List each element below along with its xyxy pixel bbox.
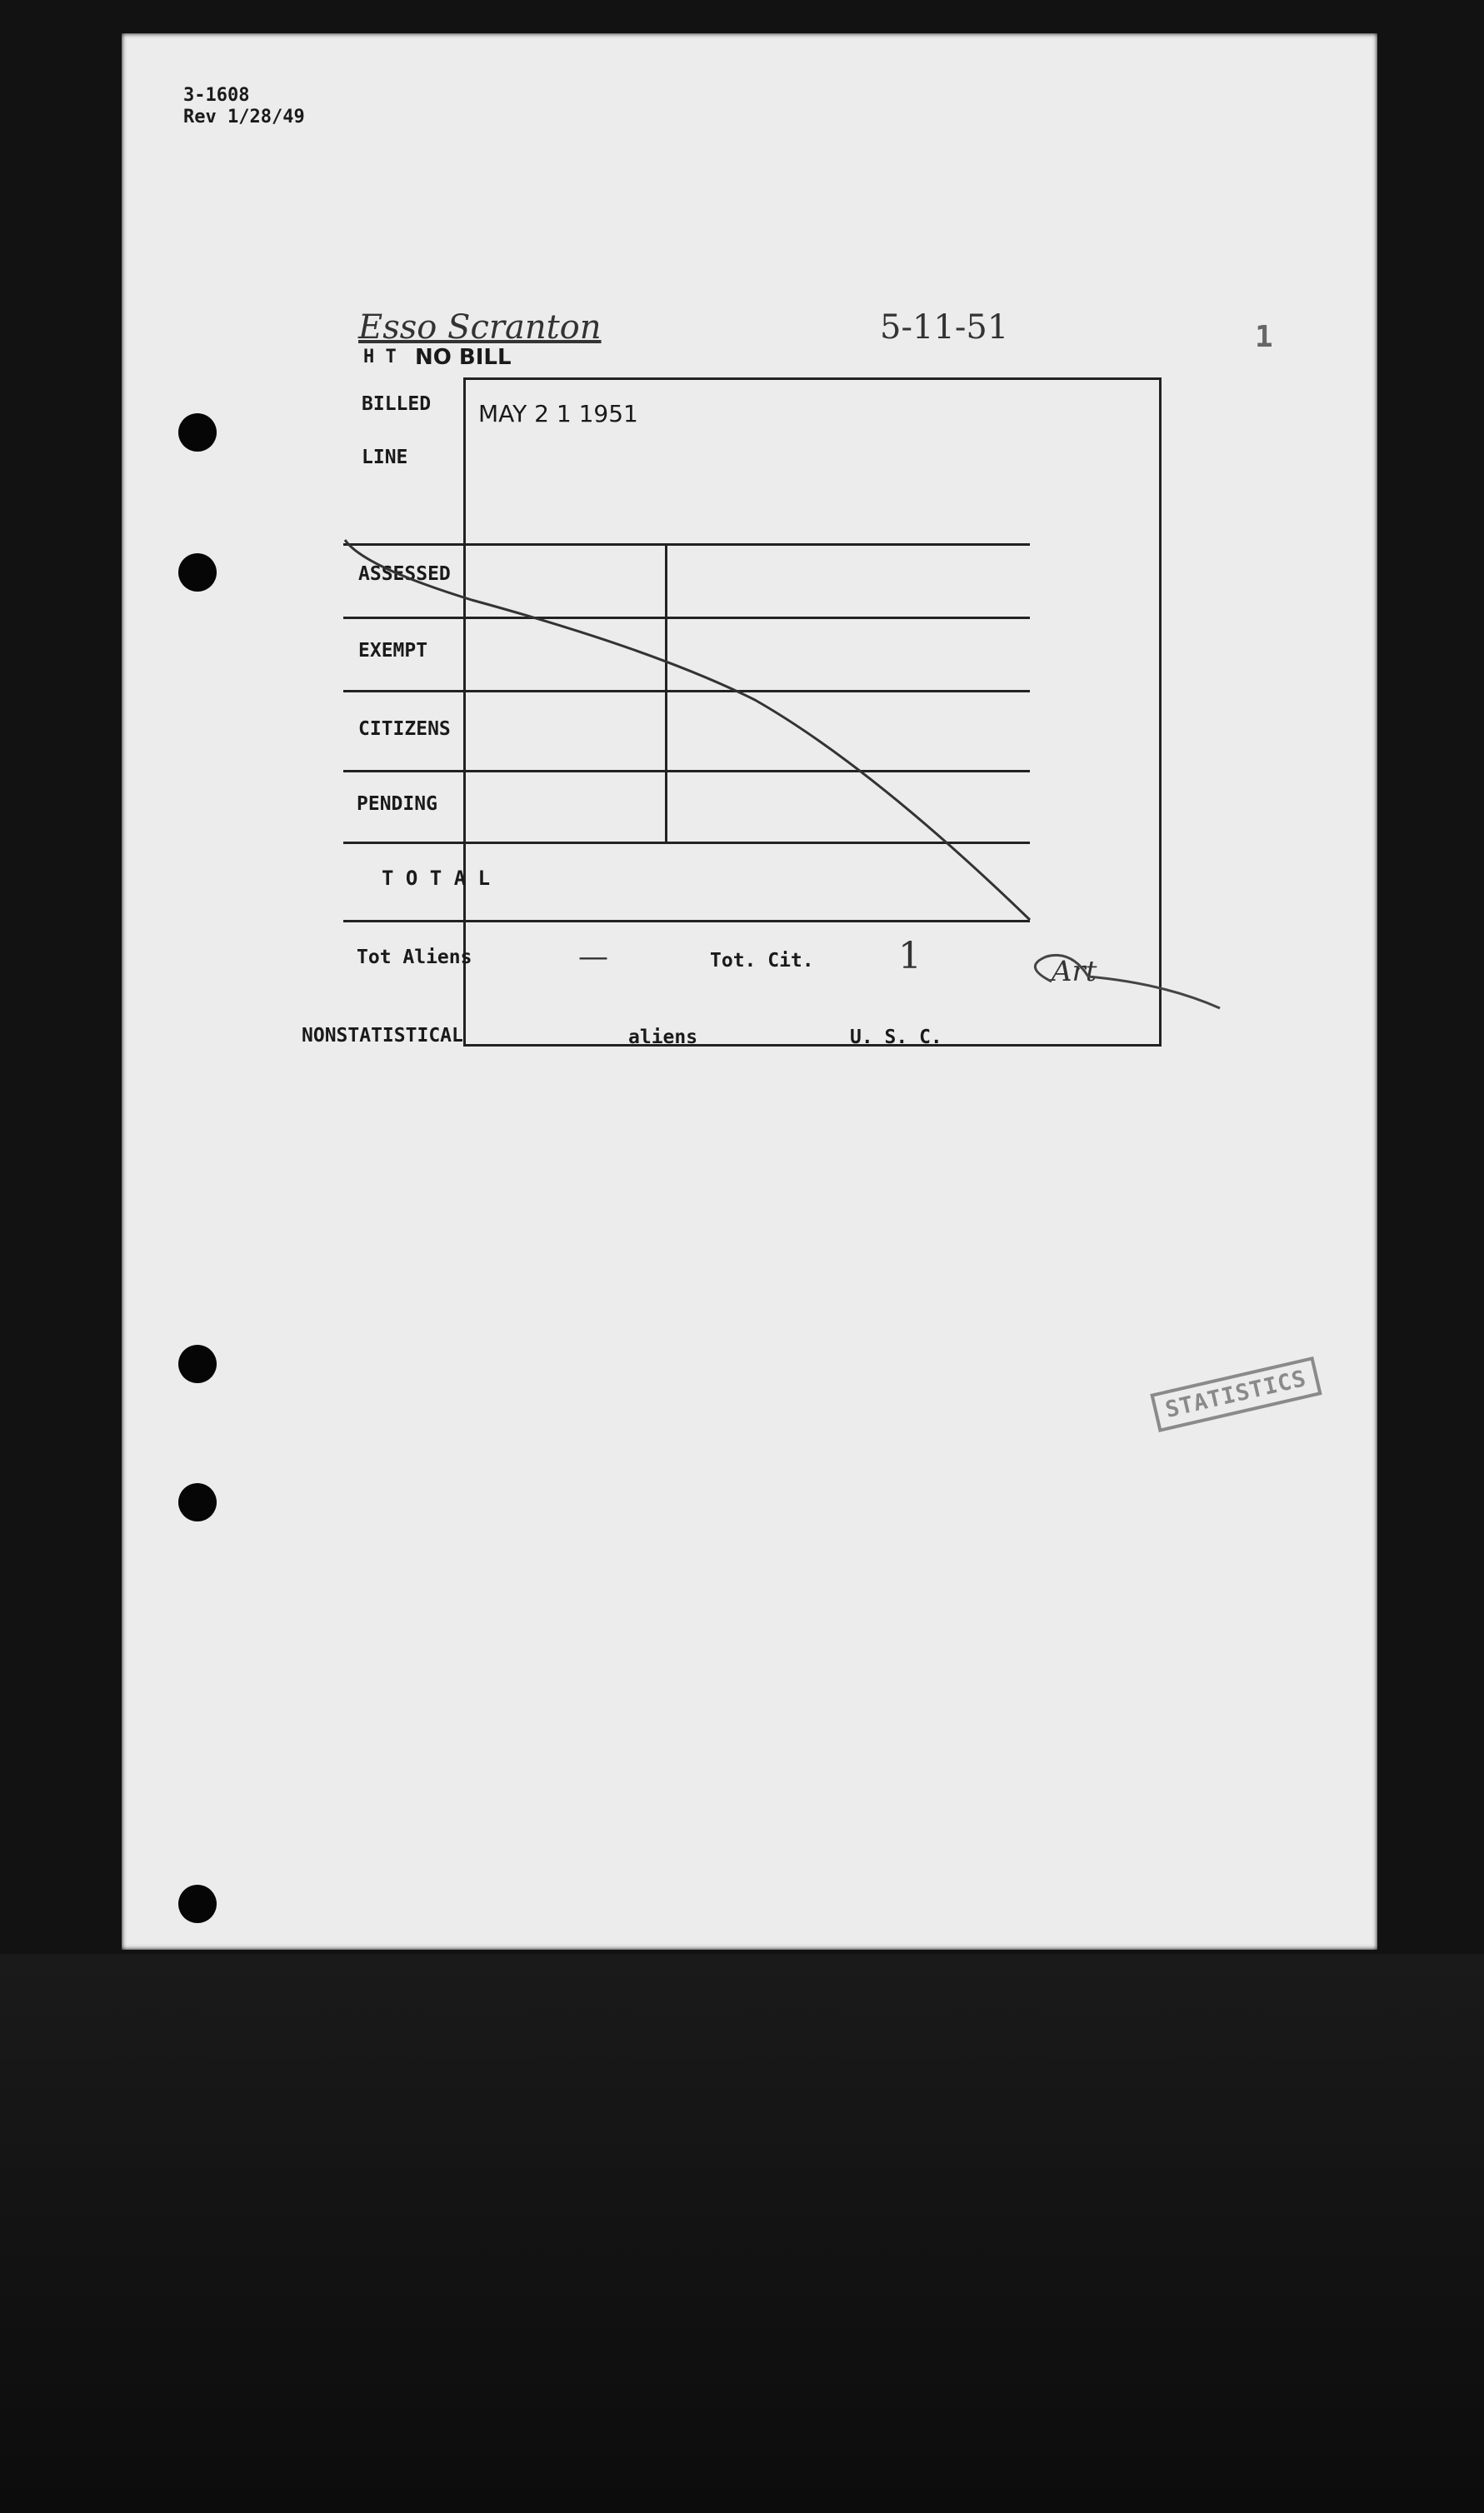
row-total: T O T A L bbox=[382, 867, 491, 890]
form-number: 3-1608 bbox=[183, 85, 250, 106]
no-bill-stamp: NO BILL bbox=[415, 345, 512, 370]
usc-label: U. S. C. bbox=[850, 1027, 942, 1048]
ht-label: H T bbox=[363, 347, 397, 367]
handwritten-port: Esso Scranton bbox=[358, 308, 602, 347]
billed-label: BILLED bbox=[362, 393, 432, 415]
billed-date-stamp: MAY 2 1 1951 bbox=[478, 400, 638, 427]
tot-aliens-value: — bbox=[578, 940, 608, 974]
tot-cit-label: Tot. Cit. bbox=[710, 950, 814, 972]
aliens-label: aliens bbox=[628, 1027, 698, 1048]
page-mark: 1 bbox=[1255, 320, 1273, 354]
tot-cit-value: 1 bbox=[898, 935, 922, 977]
signature-flourish bbox=[1035, 955, 1220, 1008]
initials: Art bbox=[1052, 955, 1097, 988]
statistics-stamp: STATISTICS bbox=[1150, 1356, 1322, 1432]
row-exempt: EXEMPT bbox=[358, 640, 428, 662]
form-revision: Rev 1/28/49 bbox=[183, 107, 305, 127]
tot-aliens-label: Tot Aliens bbox=[357, 947, 472, 968]
line-label: LINE bbox=[362, 447, 408, 468]
pen-strike-overlay bbox=[122, 33, 1377, 1950]
nonstatistical-label: NONSTATISTICAL bbox=[302, 1025, 463, 1047]
manifest-card bbox=[122, 33, 1377, 1950]
row-assessed: ASSESSED bbox=[358, 563, 451, 585]
film-background bbox=[0, 1954, 1484, 2513]
diagonal-strike-line bbox=[345, 540, 1030, 920]
handwritten-date: 5-11-51 bbox=[880, 308, 1009, 347]
row-pending: PENDING bbox=[357, 793, 437, 815]
row-citizens: CITIZENS bbox=[358, 718, 451, 740]
